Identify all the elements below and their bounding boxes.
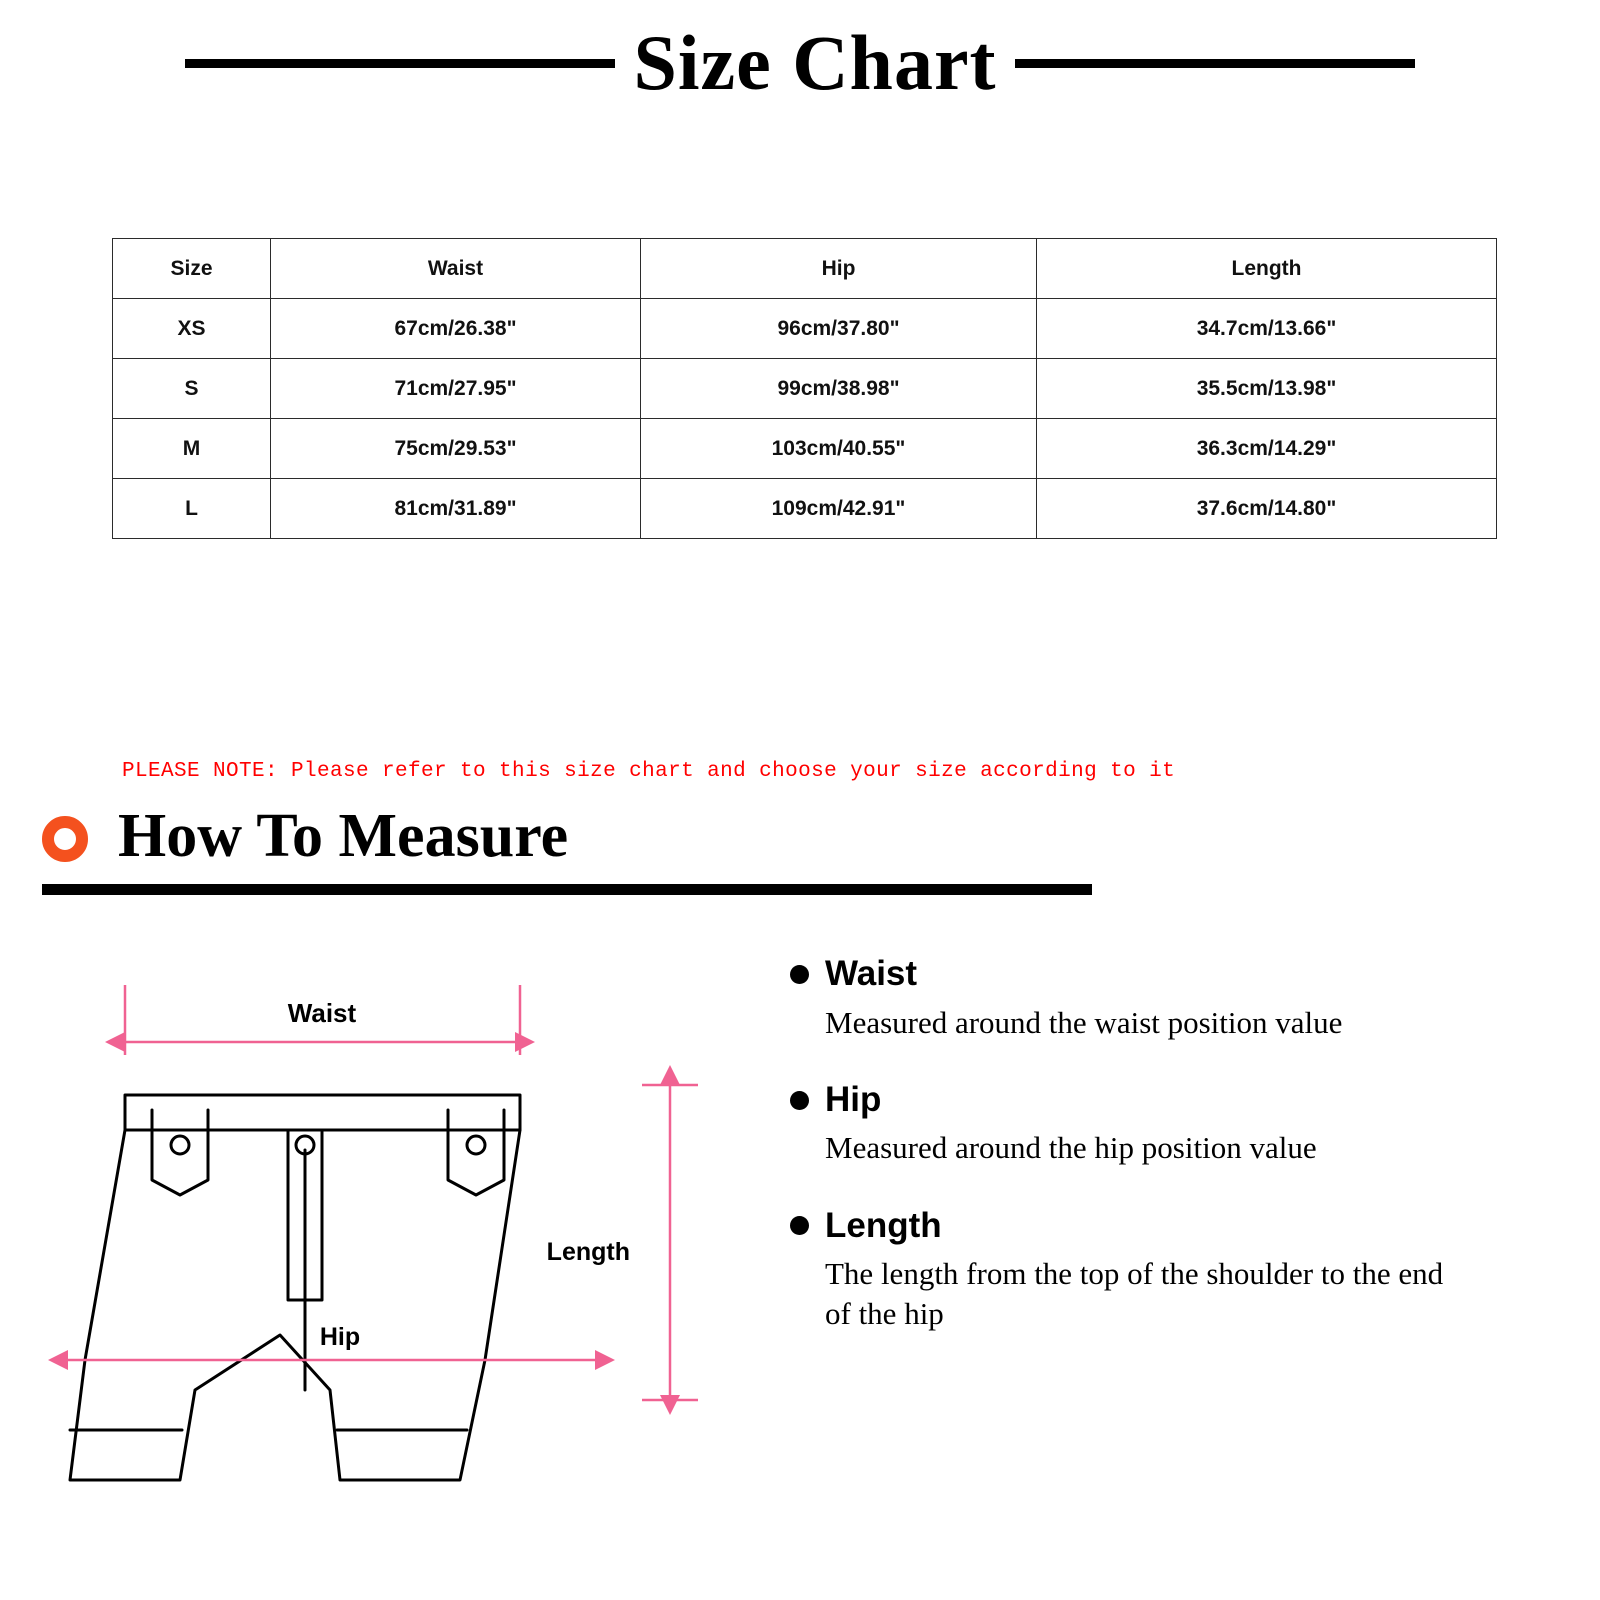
cell-size: XS	[113, 299, 271, 359]
cell-length: 35.5cm/13.98"	[1037, 359, 1497, 419]
cell-length: 34.7cm/13.66"	[1037, 299, 1497, 359]
cell-hip: 99cm/38.98"	[641, 359, 1037, 419]
legend-title-hip: Hip	[825, 1079, 882, 1119]
table-header-size: Size	[113, 239, 271, 299]
cell-size: S	[113, 359, 271, 419]
page-title: Size Chart	[633, 19, 997, 106]
table-header-waist: Waist	[271, 239, 641, 299]
cell-hip: 103cm/40.55"	[641, 419, 1037, 479]
diagram-waist-label: Waist	[287, 998, 357, 1028]
how-to-measure-heading-block	[40, 800, 1140, 910]
please-note-text: PLEASE NOTE: Please refer to this size chart and choose your size according to it	[122, 760, 1176, 783]
cell-waist: 67cm/26.38"	[271, 299, 641, 359]
diagram-length-label: Length	[546, 1238, 630, 1266]
cell-size: M	[113, 419, 271, 479]
legend-desc-hip: Measured around the hip position value	[825, 1130, 1317, 1166]
how-to-measure-title: How To Measure	[118, 802, 569, 870]
diagram-hip-label: Hip	[319, 1323, 361, 1351]
legend-title-length: Length	[825, 1205, 942, 1245]
cell-waist: 75cm/29.53"	[271, 419, 641, 479]
table-row	[113, 419, 1497, 479]
cell-length: 36.3cm/14.29"	[1037, 419, 1497, 479]
legend-item-hip	[790, 1081, 1510, 1169]
size-chart-table	[112, 238, 1497, 539]
how-to-measure-rule	[42, 884, 1092, 895]
table-row	[113, 359, 1497, 419]
cell-waist: 71cm/27.95"	[271, 359, 641, 419]
page-title-row	[0, 8, 1600, 118]
measurement-legend	[790, 955, 1510, 1373]
table-header-length: Length	[1037, 239, 1497, 299]
cell-length: 37.6cm/14.80"	[1037, 479, 1497, 539]
cell-waist: 81cm/31.89"	[271, 479, 641, 539]
table-row	[113, 299, 1497, 359]
legend-item-waist	[790, 955, 1510, 1043]
legend-desc-length: The length from the top of the shoulder to the end of the hip	[825, 1256, 1444, 1332]
bullet-icon	[790, 1216, 809, 1235]
title-rule-left	[185, 59, 615, 68]
legend-title-waist: Waist	[825, 954, 918, 993]
legend-desc-waist: Measured around the waist position value	[825, 1004, 1343, 1040]
cell-hip: 96cm/37.80"	[641, 299, 1037, 359]
table-header-hip: Hip	[641, 239, 1037, 299]
bullet-icon	[790, 965, 809, 984]
cell-hip: 109cm/42.91"	[641, 479, 1037, 539]
table-header-row	[113, 239, 1497, 299]
title-rule-right	[1015, 59, 1415, 68]
ring-icon	[42, 816, 88, 862]
table-row	[113, 479, 1497, 539]
shorts-measurement-diagram	[30, 960, 810, 1560]
bullet-icon	[790, 1091, 809, 1110]
legend-item-length	[790, 1207, 1510, 1335]
cell-size: L	[113, 479, 271, 539]
